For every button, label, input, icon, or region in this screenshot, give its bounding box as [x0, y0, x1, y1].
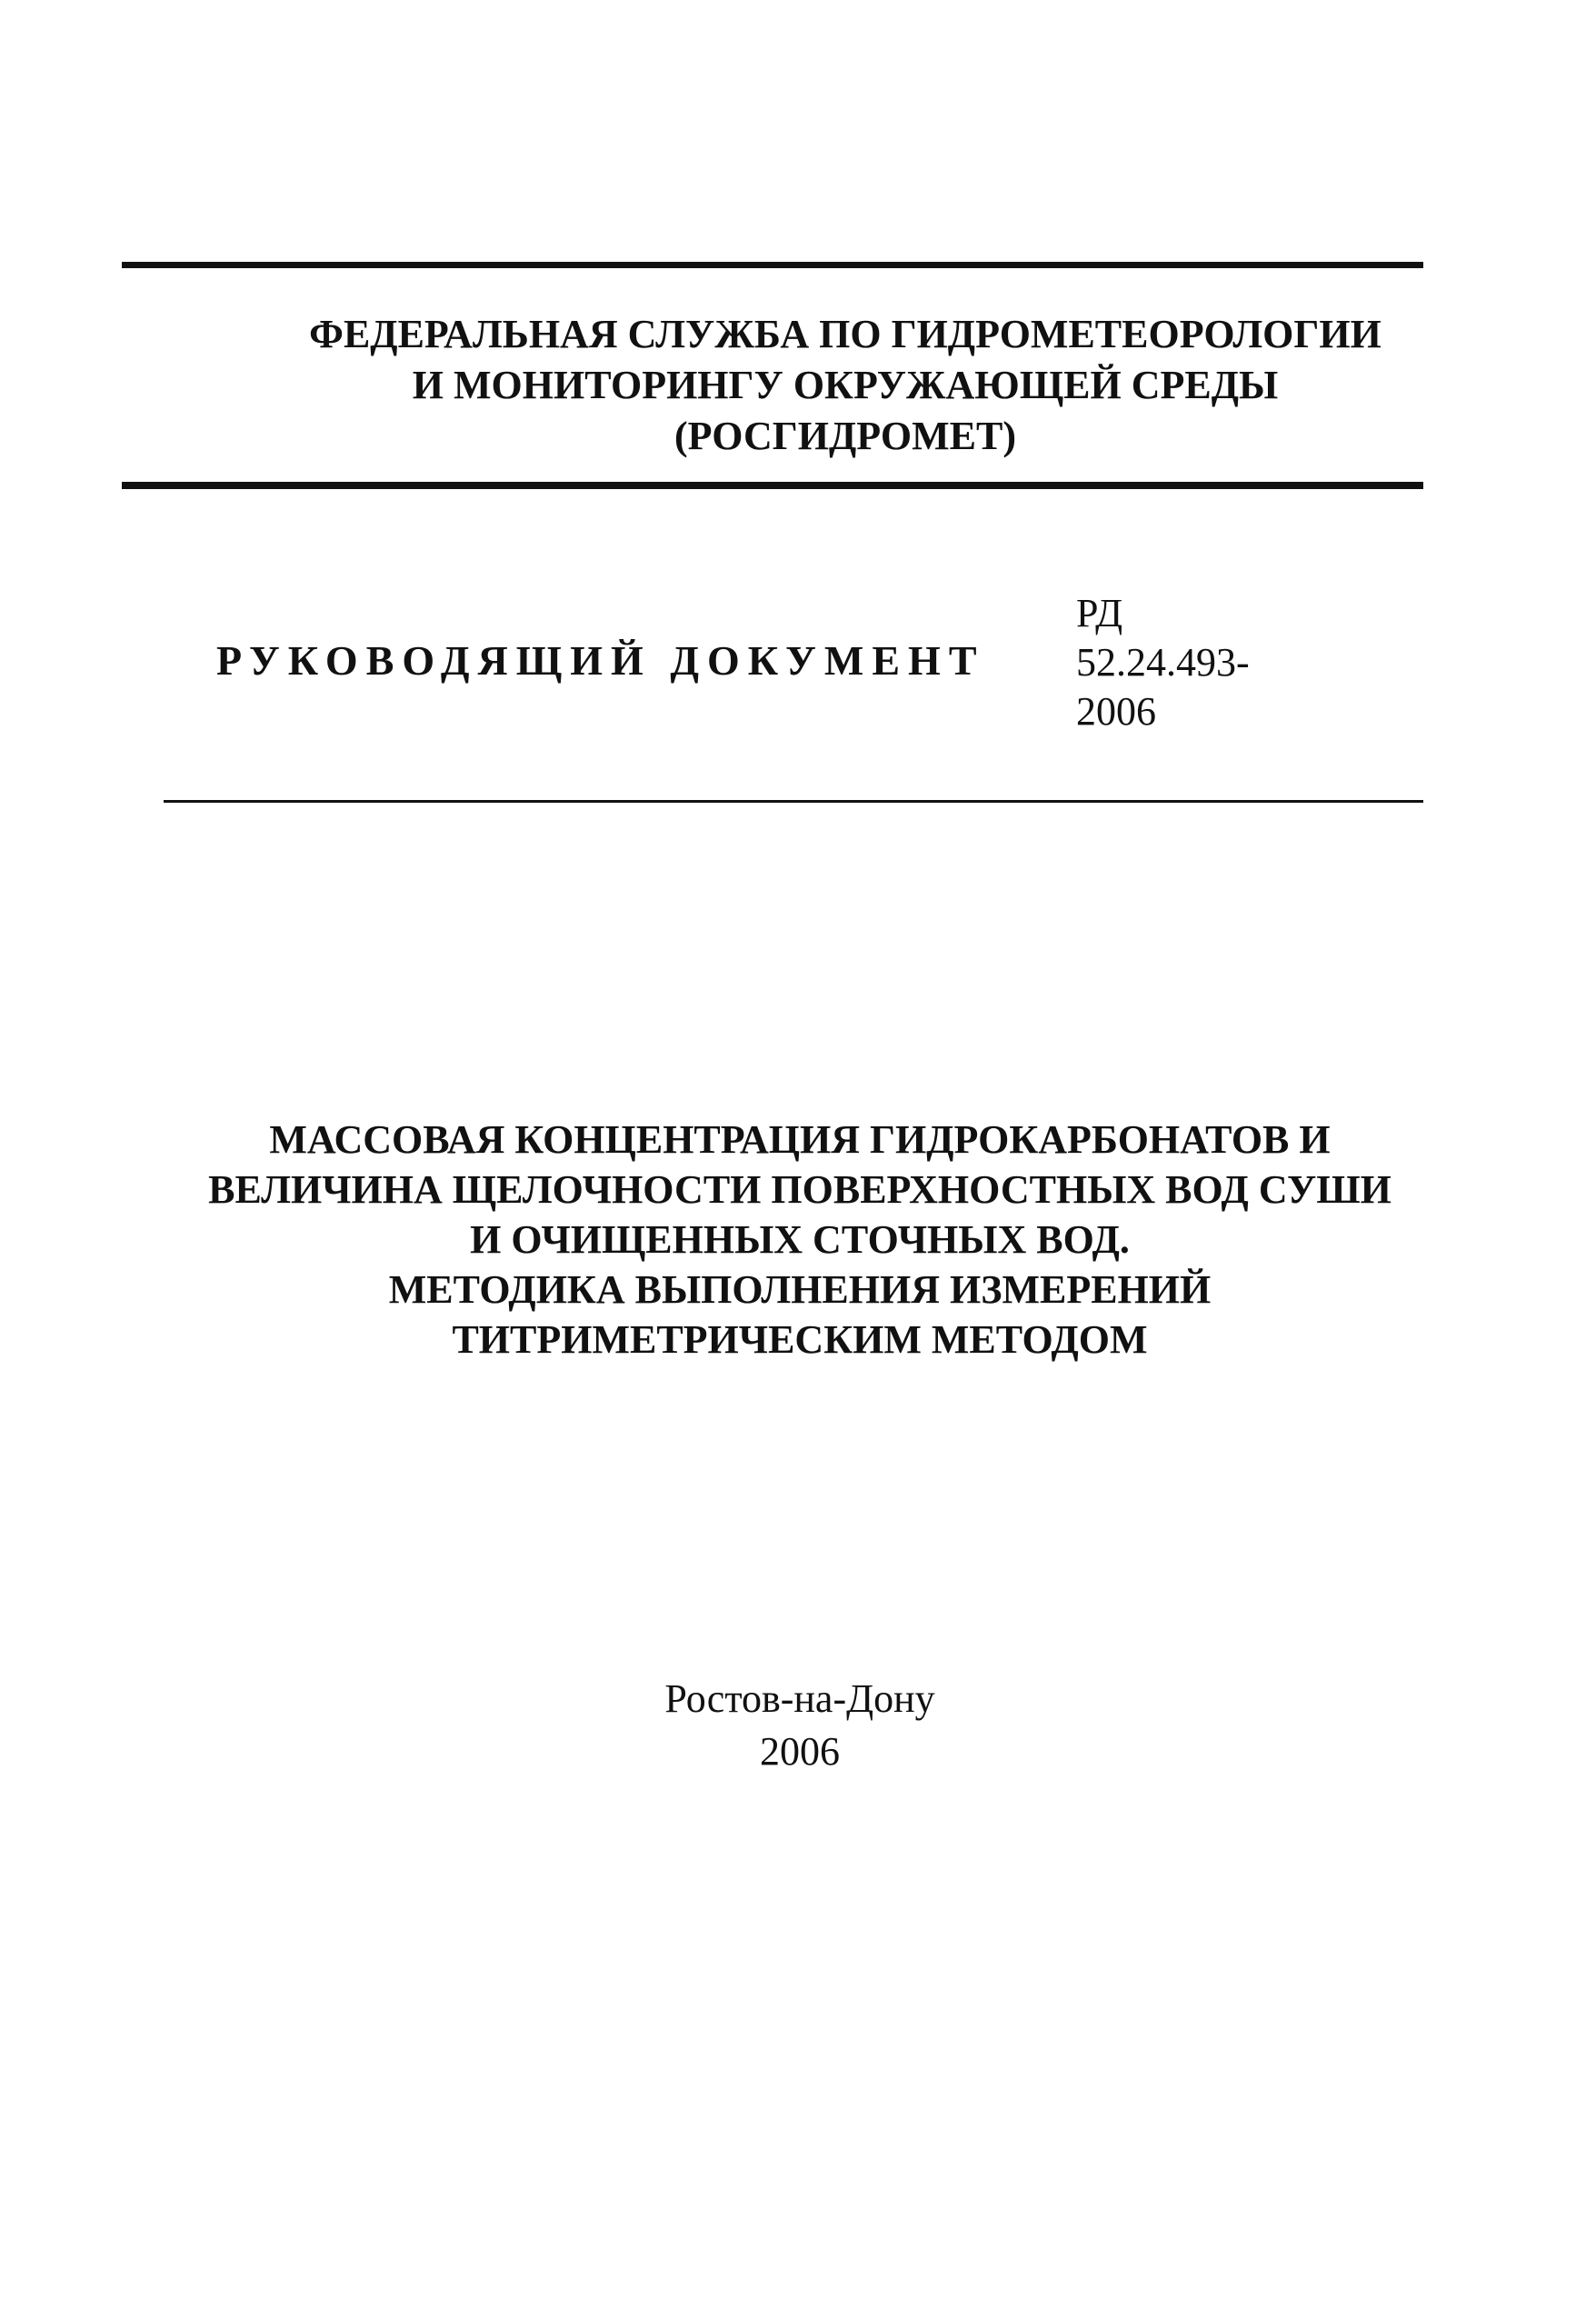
document-code-line-3: 2006 [1076, 689, 1156, 734]
imprint [545, 1673, 1054, 1778]
imprint-city: Ростов-на-Дону [664, 1676, 935, 1721]
agency-line-1: ФЕДЕРАЛЬНАЯ СЛУЖБА ПО ГИДРОМЕТЕОРОЛОГИИ [309, 312, 1382, 356]
document-type: РУКОВОДЯЩИЙ ДОКУМЕНТ [216, 637, 985, 684]
title-line-4: МЕТОДИКА ВЫПОЛНЕНИЯ ИЗМЕРЕНИЙ [388, 1267, 1212, 1312]
imprint-year: 2006 [760, 1729, 840, 1774]
title-line-3: И ОЧИЩЕННЫХ СТОЧНЫХ ВОД. [470, 1217, 1130, 1262]
agency-line-2: И МОНИТОРИНГУ ОКРУЖАЮЩЕЙ СРЕДЫ [412, 363, 1279, 407]
middle-rule [122, 482, 1423, 489]
document-title [145, 1115, 1454, 1365]
document-code-line-1: РД [1076, 591, 1123, 635]
title-line-5: ТИТРИМЕТРИЧЕСКИМ МЕТОДОМ [452, 1317, 1148, 1362]
title-line-1: МАССОВАЯ КОНЦЕНТРАЦИЯ ГИДРОКАРБОНАТОВ И [269, 1117, 1331, 1162]
agency-line-3: (РОСГИДРОМЕТ) [673, 414, 1017, 458]
title-line-2: ВЕЛИЧИНА ЩЕЛОЧНОСТИ ПОВЕРХНОСТНЫХ ВОД СУШИ [208, 1167, 1392, 1212]
thin-rule [164, 800, 1423, 803]
document-code-line-2: 52.24.493- [1076, 640, 1250, 685]
document-code [1076, 589, 1250, 736]
agency-name [273, 309, 1418, 462]
top-rule [122, 262, 1423, 268]
